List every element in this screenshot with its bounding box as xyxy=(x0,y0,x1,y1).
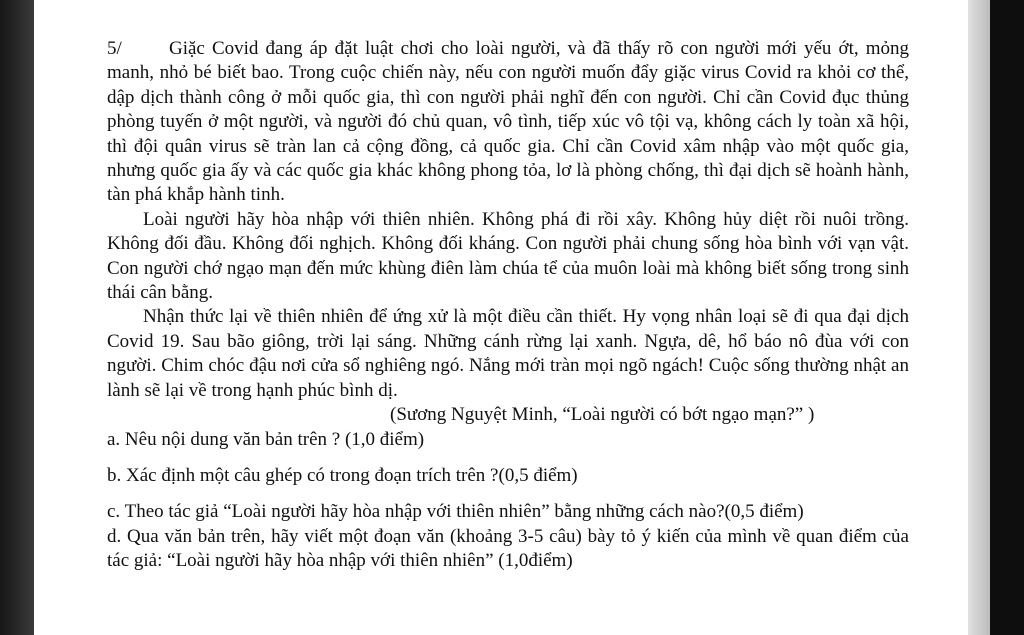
question-a: a. Nêu nội dung văn bản trên ? (1,0 điểm) xyxy=(107,428,425,450)
source-citation: (Sương Nguyệt Minh, “Loài người có bớt ngạo mạn?” ) xyxy=(390,404,815,426)
right-paper-edge xyxy=(968,0,990,635)
question-d: d. Qua văn bản trên, hãy viết một đoạn văn (khoảng 3-5 câu) bày tỏ ý kiến của mình về quan điểm của tác giả: “Loài người hãy hòa nhập với thiên nhiên” (1,0điểm) xyxy=(107,525,909,572)
document-page xyxy=(34,0,968,635)
paragraph-1-text: Giặc Covid đang áp đặt luật chơi cho loài người, và đã thấy rõ con người mới yếu ớt, mỏng manh, nhỏ bé biết bao. Trong cuộc chiến này, nếu con người muốn đẩy giặc virus Covid ra khỏi cơ thể, dập dịch thành công ở mỗi quốc gia, thì con người phải nghĩ đến con người. Chỉ cần Covid đục thủng phòng tuyến ở một người, và người đó chủ quan, vô tình, tiếp xúc vô tội vạ, không cách ly toàn xã hội, thì đội quân virus sẽ tràn lan cả cộng đồng, cả quốc gia. Chỉ cần Covid xâm nhập vào một quốc gia, nhưng quốc gia ấy và các quốc gia khác không phong tỏa, lơ là phòng chống, thì đại dịch sẽ hoành hành, tàn phá khắp hành tinh. xyxy=(107,38,909,206)
passage-paragraph-1 xyxy=(107,37,909,208)
passage-paragraph-2: Loài người hãy hòa nhập với thiên nhiên. Không phá đi rồi xây. Không hủy diệt rồi nuôi trồng. Không đối đầu. Không đối nghịch. Không đối kháng. Con người phải chung sống hòa bình với vạn vật. Con người chớ ngạo mạn đến mức khùng điên làm chúa tể của muôn loài mà không biết sống trong sinh thái cân bằng. xyxy=(107,208,909,304)
left-background-edge xyxy=(0,0,34,635)
right-background-edge xyxy=(990,0,1024,635)
document-content xyxy=(107,37,909,574)
question-b: b. Xác định một câu ghép có trong đoạn trích trên ?(0,5 điểm) xyxy=(107,464,578,486)
passage-paragraph-3: Nhận thức lại về thiên nhiên để ứng xử là một điều cần thiết. Hy vọng nhân loại sẽ đi qua đại dịch Covid 19. Sau bão giông, trời lại sáng. Những cánh rừng lại xanh. Ngựa, dê, hổ báo nô đùa với con người. Chim chóc đậu nơi cửa sổ nghiêng ngó. Nắng mới tràn mọi ngõ ngách! Cuộc sống thường nhật an lành sẽ lại về trong hạnh phúc bình dị. xyxy=(107,306,909,401)
exercise-number: 5/ xyxy=(107,38,122,59)
question-c: c. Theo tác giả “Loài người hãy hòa nhập với thiên nhiên” bằng những cách nào?(0,5 điểm) xyxy=(107,501,804,523)
